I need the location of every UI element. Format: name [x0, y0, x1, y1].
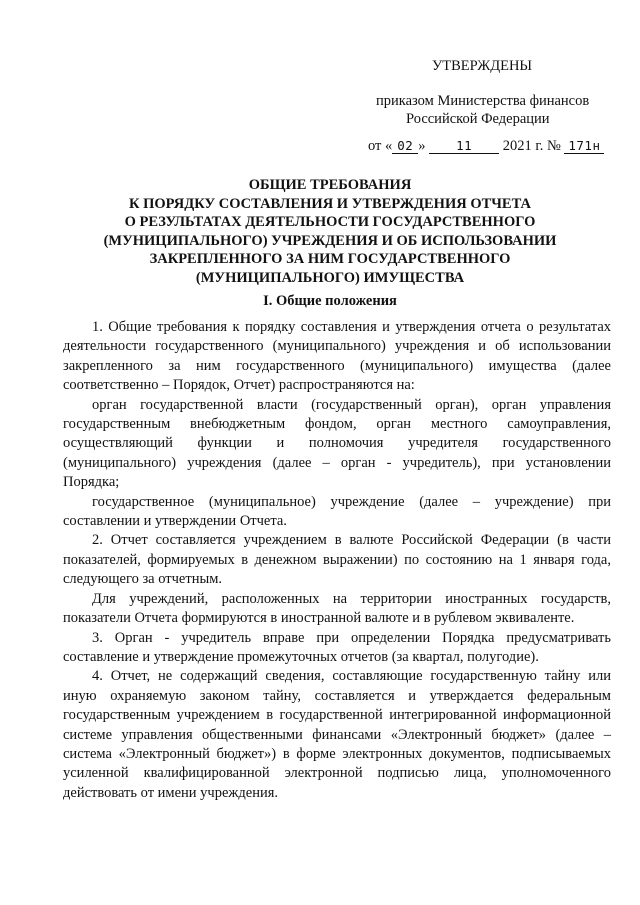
paragraph: 1. Общие требования к порядку составления и утверждения отчета о результатах деятельности государственного (муниципального) учреждения и об использовании закрепленного за ним государственного (муниципального) имущества (далее соответственно – Порядок, Отчет) распространяются на: [63, 319, 611, 394]
approval-date-line [368, 137, 604, 156]
title-line: О РЕЗУЛЬТАТАХ ДЕЯТЕЛЬНОСТИ ГОСУДАРСТВЕННОГО [124, 214, 536, 231]
paragraph: Для учреждений, расположенных на территории иностранных государств, показатели Отчета формируются в иностранной валюте и в рублевом эквиваленте. [63, 590, 611, 627]
date-mid: » [418, 138, 426, 154]
date-month: 11 [429, 138, 499, 154]
date-day: 02 [392, 138, 418, 154]
title-line: (МУНИЦИПАЛЬНОГО) ИМУЩЕСТВА [195, 269, 465, 286]
title-line: ЗАКРЕПЛЕННОГО ЗА НИМ ГОСУДАРСТВЕННОГО [149, 251, 511, 268]
paragraph: 2. Отчет составляется учреждением в валюте Российской Федерации (в части показателей, формируемых в денежном выражении) по состоянию на 1 января года, следующего за отчетным. [63, 532, 611, 588]
title-line: (МУНИЦИПАЛЬНОГО) УЧРЕЖДЕНИЯ И ОБ ИСПОЛЬЗОВАНИИ [103, 232, 557, 249]
order-number: 171н [564, 138, 604, 154]
section-heading: I. Общие положения [263, 293, 397, 309]
approval-order-line: приказом Министерства финансов [376, 93, 590, 109]
title-line: К ПОРЯДКУ СОСТАВЛЕНИЯ И УТВЕРЖДЕНИЯ ОТЧЕТА [128, 195, 532, 212]
paragraph: орган государственной власти (государственный орган), орган управления государственным внебюджетным фондом, орган местного самоуправления, осуществляющий функции и полномочия учредителя государственного (муниципального) учреждения (далее – орган - учредитель), при установлении Порядка; [63, 396, 611, 491]
paragraph: 3. Орган - учредитель вправе при определении Порядка предусматривать составление и утверждение промежуточных отчетов (за квартал, полугодие). [63, 629, 611, 665]
document-title [40, 176, 620, 288]
approval-title: УТВЕРЖДЕНЫ [432, 58, 533, 74]
number-sign: № [546, 138, 561, 154]
body-text [63, 318, 611, 803]
paragraph: 4. Отчет, не содержащий сведения, составляющие государственную тайну или иную охраняемую законом тайну, составляется и утверждается федеральным государственным учреждением в государственной интегрированной информационной системе управления общественными финансами «Электронный бюджет» (далее – система «Электронный бюджет») в форме электронных документов, подписываемых усиленной квалифицированной электронной подписью лица, уполномоченного действовать от имени учреждения. [63, 668, 611, 801]
title-line: ОБЩИЕ ТРЕБОВАНИЯ [248, 177, 412, 193]
date-prefix: от « [368, 138, 393, 154]
paragraph: государственное (муниципальное) учреждение (далее – учреждение) при составлении и утверждении Отчета. [63, 493, 611, 530]
date-year: 2021 г. [502, 138, 544, 154]
approval-ministry-line: Российской Федерации [406, 111, 550, 127]
